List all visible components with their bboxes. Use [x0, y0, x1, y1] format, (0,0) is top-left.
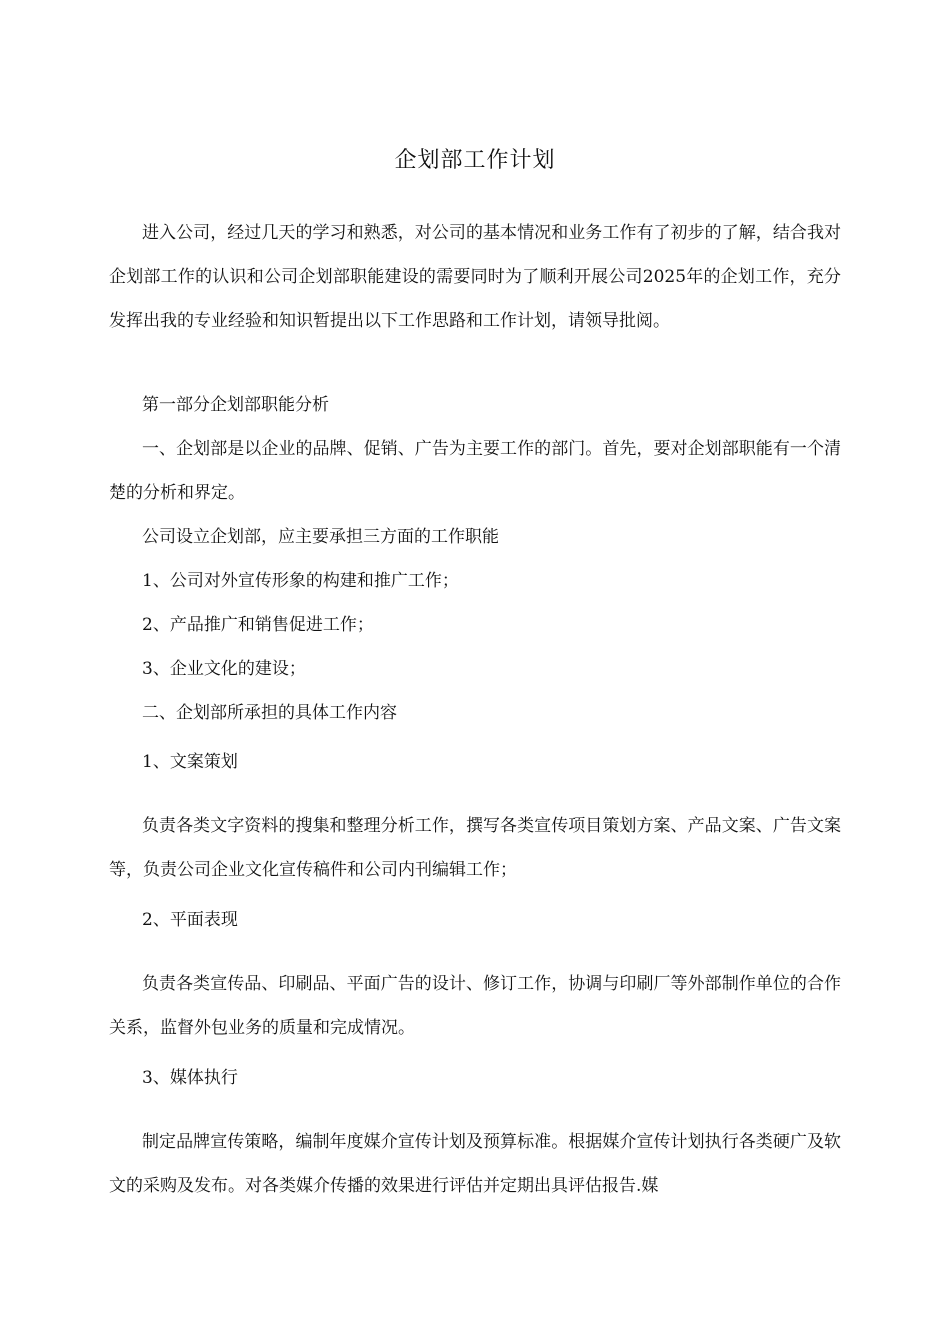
list-item-function-1: 1、公司对外宣传形象的构建和推广工作； — [142, 571, 459, 591]
paragraph-intro: 进入公司，经过几天的学习和熟悉，对公司的基本情况和业务工作有了初步的了解，结合我对企划部工作的认识和公司企划部职能建设的需要同时为了顺利开展公司2025年的企划工作，充分发挥出我的专业经验和知识暂提出以下工作思路和工作计划，请领导批阅。 — [109, 223, 841, 331]
paragraph-section-heading: 第一部分企划部职能分析 — [142, 395, 329, 415]
list-item-function-2: 2、产品推广和销售促进工作； — [142, 615, 374, 635]
list-item-function-3: 3、企业文化的建设； — [142, 659, 306, 679]
paragraph-copywriting-detail: 负责各类文字资料的搜集和整理分析工作，撰写各类宣传项目策划方案、产品文案、广告文案等，负责公司企业文化宣传稿件和公司内刊编辑工作； — [109, 816, 841, 880]
list-item-copywriting-heading: 1、文案策划 — [142, 752, 238, 772]
paragraph-media-detail: 制定品牌宣传策略，编制年度媒介宣传计划及预算标准。根据媒介宣传计划执行各类硬广及软文的采购及发布。对各类媒介传播的效果进行评估并定期出具评估报告.媒 — [109, 1132, 841, 1196]
paragraph-function-definition: 一、企划部是以企业的品牌、促销、广告为主要工作的部门。首先，要对企划部职能有一个清楚的分析和界定。 — [109, 439, 841, 503]
paragraph-graphic-detail: 负责各类宣传品、印刷品、平面广告的设计、修订工作，协调与印刷厂等外部制作单位的合作关系，监督外包业务的质量和完成情况。 — [109, 974, 841, 1038]
document-title: 企划部工作计划 — [394, 148, 556, 173]
paragraph-functions-intro: 公司设立企划部，应主要承担三方面的工作职能 — [142, 527, 499, 547]
paragraph-subheading-2: 二、企划部所承担的具体工作内容 — [142, 703, 397, 723]
list-item-graphic-heading: 2、平面表现 — [142, 910, 238, 930]
list-item-media-heading: 3、媒体执行 — [142, 1068, 238, 1088]
